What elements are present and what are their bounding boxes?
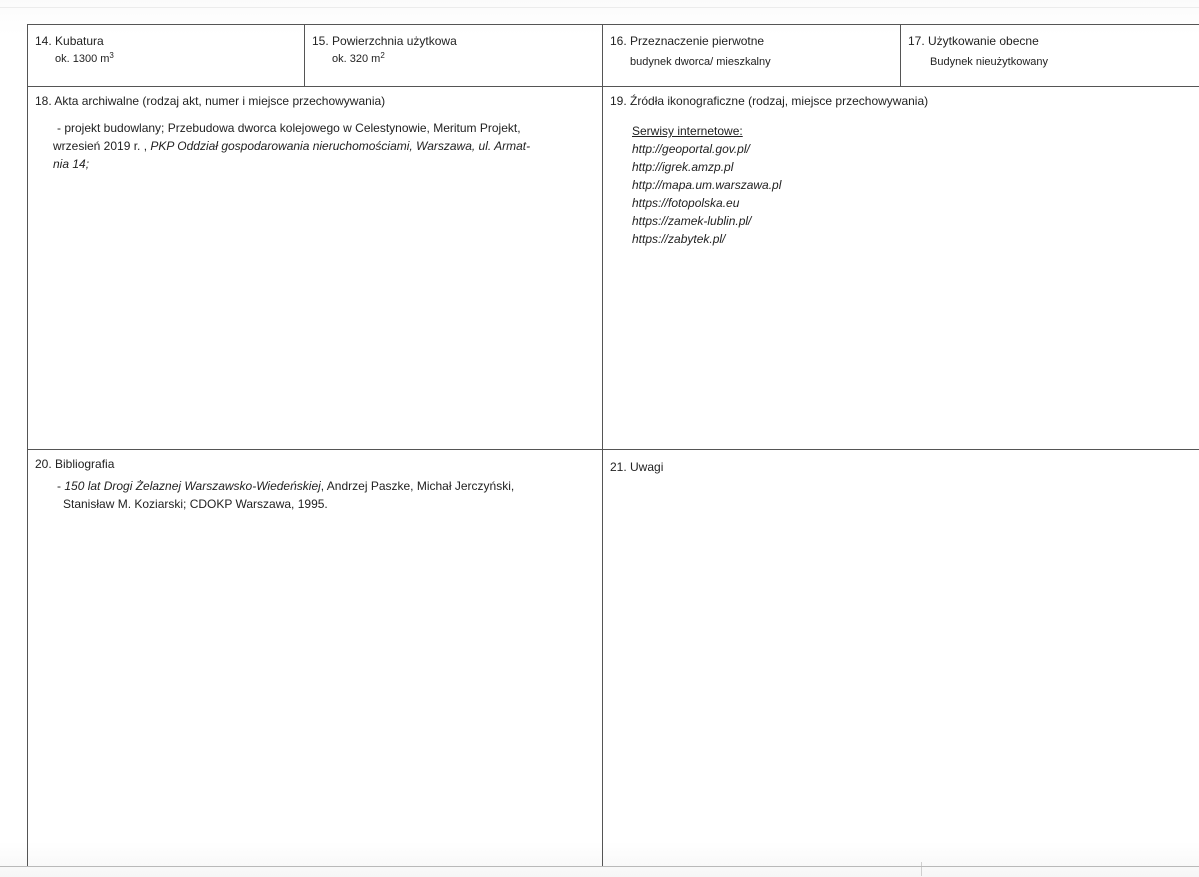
form-table <box>27 24 1199 866</box>
cell-przeznaczenie <box>603 25 901 87</box>
cell-akta-archiwalne <box>28 87 603 450</box>
akta-line-1: - projekt budowlany; Przebudowa dworca kolejowego w Celestynowie, Meritum Projekt, <box>57 121 521 135</box>
akta-line-3: nia 14; <box>53 157 90 171</box>
zrodla-label: 19. Źródła ikonograficzne (rodzaj, miejsce przechowywania) <box>610 94 929 108</box>
kubatura-value-text: ok. 1300 m <box>55 53 110 65</box>
bibliografia-line-1 <box>57 477 597 495</box>
bibliografia-bullet: - <box>57 479 65 493</box>
akta-line-2 <box>53 137 597 155</box>
zrodla-link[interactable]: https://zamek-lublin.pl/ <box>632 214 752 228</box>
przeznaczenie-label: 16. Przeznaczenie pierwotne <box>610 34 765 48</box>
powierzchnia-value <box>332 50 385 68</box>
powierzchnia-value-text: ok. 320 m <box>332 53 381 65</box>
kubatura-value <box>55 50 114 68</box>
zrodla-content <box>632 122 1032 248</box>
powierzchnia-unit-exponent: 2 <box>380 51 385 60</box>
akta-label: 18. Akta archiwalne (rodzaj akt, numer i miejsce przechowywania) <box>35 94 386 108</box>
scan-mark <box>921 862 922 876</box>
bibliografia-title: 150 lat Drogi Żelaznej Warszawsko-Wiedeńskiej <box>64 479 321 493</box>
bibliografia-line-2: Stanisław M. Koziarski; CDOKP Warszawa, 1995. <box>63 497 328 511</box>
akta-line-2-italic: PKP Oddział gospodarowania nieruchomościami, Warszawa, ul. Armat- <box>150 139 531 153</box>
cell-uzytkowanie <box>901 25 1199 87</box>
przeznaczenie-value: budynek dworca/ mieszkalny <box>630 56 771 68</box>
uwagi-label: 21. Uwagi <box>610 460 664 474</box>
bibliografia-authors: , Andrzej Paszke, Michał Jerczyński, <box>320 479 515 493</box>
kubatura-label: 14. Kubatura <box>35 34 104 48</box>
bibliografia-label: 20. Bibliografia <box>35 457 115 471</box>
zrodla-link[interactable]: http://igrek.amzp.pl <box>632 160 734 174</box>
cell-powierzchnia <box>305 25 603 87</box>
cell-bibliografia <box>28 450 603 867</box>
cell-uwagi <box>603 450 1199 867</box>
zrodla-link[interactable]: https://fotopolska.eu <box>632 196 740 210</box>
akta-content <box>53 119 597 173</box>
zrodla-link[interactable]: http://geoportal.gov.pl/ <box>632 142 750 156</box>
kubatura-unit-exponent: 3 <box>109 51 114 60</box>
cell-kubatura <box>28 25 305 87</box>
powierzchnia-label: 15. Powierzchnia użytkowa <box>312 34 457 48</box>
cell-zrodla-ikonograficzne <box>603 87 1199 450</box>
uzytkowanie-label: 17. Użytkowanie obecne <box>908 34 1039 48</box>
zrodla-link[interactable]: http://mapa.um.warszawa.pl <box>632 178 782 192</box>
zrodla-link[interactable]: https://zabytek.pl/ <box>632 232 726 246</box>
akta-line-2-plain: wrzesień 2019 r. , <box>53 139 151 153</box>
scan-edge-top <box>0 7 1199 8</box>
uzytkowanie-value: Budynek nieużytkowany <box>930 56 1049 68</box>
scan-edge-bottom <box>0 866 1199 867</box>
zrodla-heading: Serwisy internetowe: <box>632 124 743 138</box>
bibliografia-content <box>57 477 597 513</box>
